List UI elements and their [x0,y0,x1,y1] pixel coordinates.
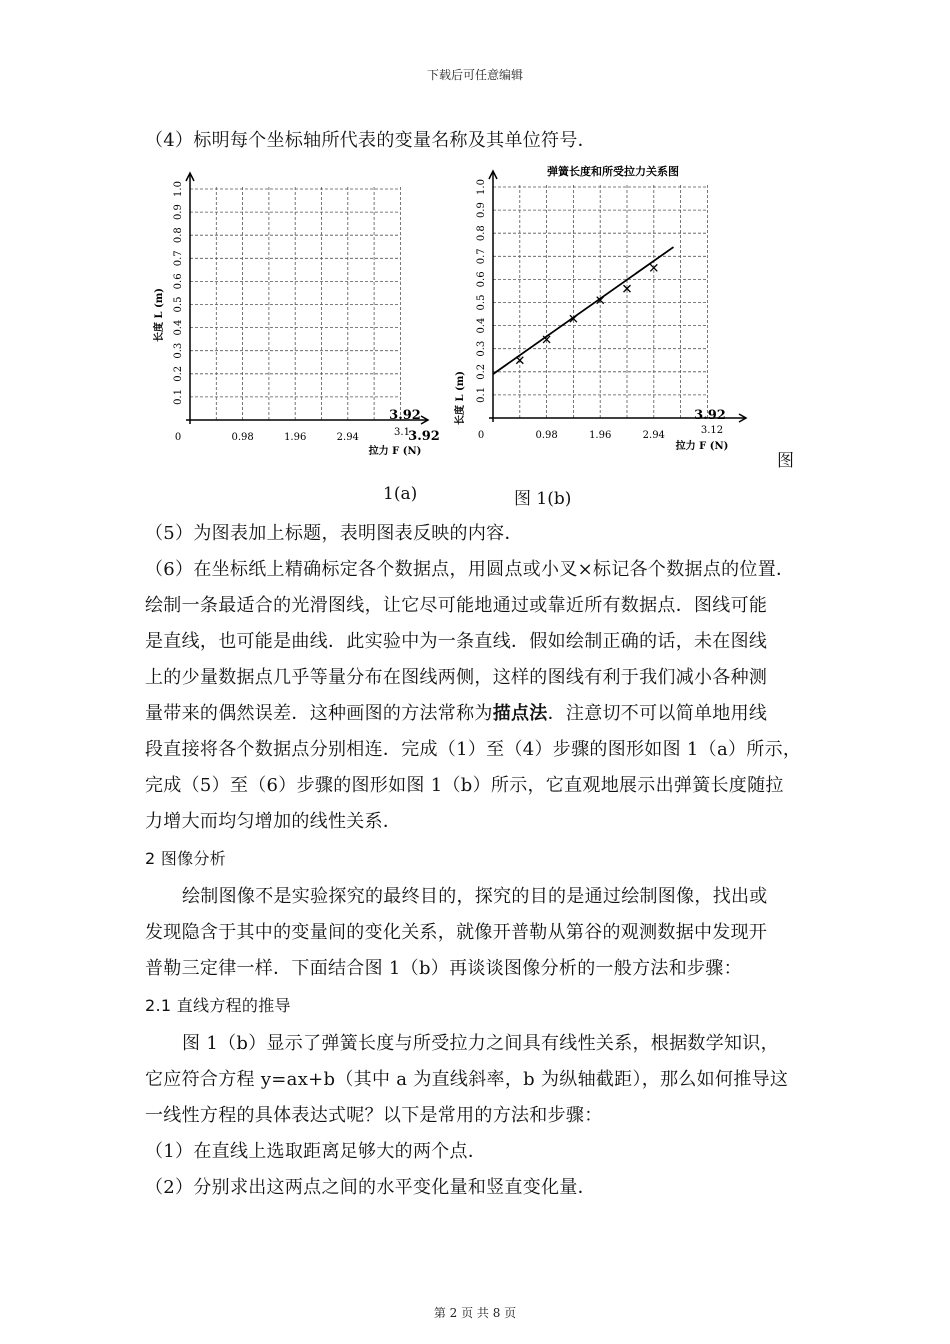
y-tick-label: 0.6 [476,271,487,288]
y-tick-label: 0.7 [476,248,487,265]
caption-1a: 1(a) [383,484,418,504]
para-step6-line: 是直线，也可能是曲线．此实验中为一条直线．假如绘制正确的话，未在图线 [145,631,768,652]
subsection-heading: 2.1 直线方程的推导 [145,996,291,1015]
x-axis-label: 拉力 F (N) [675,441,729,452]
para-step6-line: 段直接将各个数据点分别相连．完成（1）至（4）步骤的图形如图 1（a）所示， [145,739,802,760]
para-step6-line: 绘制一条最适合的光滑图线，让它尽可能地通过或靠近所有数据点．图线可能 [145,595,768,616]
para-step6-line: 上的少量数据点几乎等量分布在图线两侧，这样的图线有利于我们减小各种测 [145,667,768,688]
page-footer: 第 2 页 共 8 页 [433,1306,517,1320]
term-bold: 描点法 [492,703,548,724]
y-tick-label: 0.3 [476,340,487,357]
y-tick-label: 0.6 [173,273,184,290]
chart-1b [448,158,768,463]
y-tick-label: 1.0 [476,179,487,195]
figure-label: 图 [777,451,794,471]
chart-1a [140,165,450,465]
caption-1b: 图 1(b) [514,489,572,509]
text: 量带来的偶然误差．这种画图的方法常称为 [145,703,493,724]
y-tick-label: 0.7 [173,250,184,267]
chart-title: 弹簧长度和所受拉力关系图 [547,165,679,178]
y-tick-label: 1.0 [173,181,184,197]
y-tick-label: 0.4 [173,319,184,336]
x-axis-label: 拉力 F (N) [368,446,422,457]
text: ．注意切不可以简单地用线 [547,703,768,724]
y-tick-label: 0.9 [173,204,184,221]
x-tick-label: 0.98 [231,432,254,443]
y-tick-label: 0.1 [173,388,184,405]
para-step6-line [145,699,767,725]
page-header: 下载后可任意编辑 [426,68,523,82]
para-step4: （4）标明每个坐标轴所代表的变量名称及其单位符号． [145,130,596,151]
x-tick-label: 0 [477,430,485,441]
section-para: 普勒三定律一样．下面结合图 1（b）再谈谈图像分析的一般方法和步骤： [145,958,742,979]
para-step6-line: 力增大而均匀增加的线性关系． [145,811,402,832]
x-tick-label: 1.96 [284,432,307,443]
x-tick-label: 0.98 [535,430,558,441]
y-tick-label: 0.5 [476,294,487,311]
x-tick-label: 2.94 [642,430,665,441]
y-axis-label: 长度 L (m) [455,370,466,426]
y-tick-label: 0.2 [476,363,487,380]
para-step6-line: 完成（5）至（6）步骤的图形如图 1（b）所示，它直观地展示出弹簧长度随拉 [145,775,784,796]
x-tick-3-92: 3.92 [694,408,726,423]
y-tick-label: 0.3 [173,342,184,359]
y-tick-label: 0.5 [173,296,184,313]
subsection-para: 它应符合方程 y=ax+b（其中 a 为直线斜率，b 为纵轴截距），那么如何推导这 [145,1069,789,1090]
section-para: 绘制图像不是实验探究的最终目的，探究的目的是通过绘制图像，找出或 [182,886,768,907]
section-heading: 2 图像分析 [145,849,227,868]
x-tick-3-1: 3.1 [394,427,410,438]
x-tick-3-92: 3.92 [389,408,421,423]
x-tick-label: 1.96 [589,430,612,441]
subsection-para: 一线性方程的具体表达式呢？以下是常用的方法和步骤： [145,1105,603,1126]
y-tick-label: 0.8 [476,225,487,242]
y-tick-label: 0.4 [476,317,487,334]
x-tick-3-92-lower: 3.92 [408,429,440,444]
section-para: 发现隐含于其中的变量间的变化关系，就像开普勒从第谷的观测数据中发现开 [145,922,768,943]
step-item: （2）分别求出这两点之间的水平变化量和竖直变化量． [145,1177,596,1198]
y-tick-label: 0.8 [173,227,184,244]
x-tick-label: 0 [174,432,182,443]
para-step6-line: （6）在坐标纸上精确标定各个数据点，用圆点或小叉×标记各个数据点的位置． [145,559,795,580]
subsection-para: 图 1（b）显示了弹簧长度与所受拉力之间具有线性关系，根据数学知识， [182,1033,779,1054]
y-tick-label: 0.2 [173,365,184,382]
step-item: （1）在直线上选取距离足够大的两个点． [145,1141,487,1162]
para-step5: （5）为图表加上标题，表明图表反映的内容． [145,523,523,544]
x-tick-3-12: 3.12 [700,425,724,436]
x-tick-label: 2.94 [336,432,359,443]
y-axis-label: 长度 L (m) [154,287,165,343]
y-tick-label: 0.1 [476,386,487,403]
y-tick-label: 0.9 [476,202,487,219]
